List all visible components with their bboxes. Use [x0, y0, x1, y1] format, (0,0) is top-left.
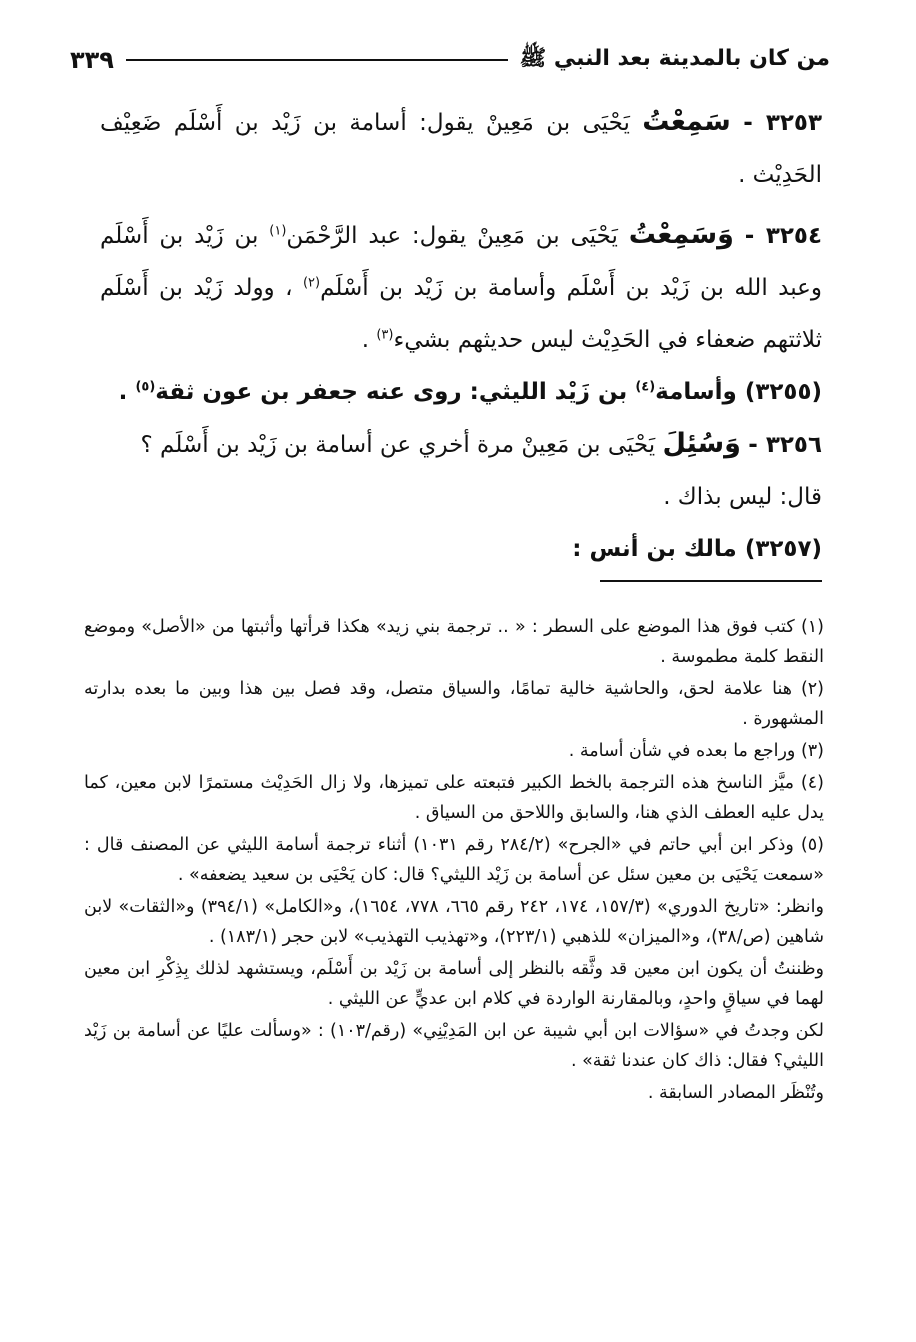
entry-text: وأسامة — [655, 379, 737, 405]
footnote-5-part: وتُنْظَر المصادر السابقة . — [647, 1083, 824, 1103]
entry-text: يَحْيَى بن مَعِينْ مرة أخري عن أسامة بن زَيْد بن أَسْلَم ؟ — [140, 432, 656, 458]
entry-text: . — [361, 327, 370, 353]
entry-number: ٣٢٥٦ - — [748, 432, 822, 458]
entry-3256-answer: قال: ليس بذاك . — [663, 484, 822, 510]
footnote-number: (٣) — [800, 741, 824, 761]
entry-lead: وَسَمِعْتُ — [628, 219, 734, 250]
entry-text: بن زَيْد الليثي: روى عنه جعفر بن عون ثقة — [155, 379, 628, 405]
footnote-number: (٤) — [800, 773, 824, 793]
footnote-text: ميَّز الناسخ هذه الترجمة بالخط الكبير فتبعته على تميزها، ولا زال الحَدِيْث مستمرًا لابن معين، كما يدل عليه العطف الذي هنا، والسابق واللاحق من السياق . — [84, 773, 824, 823]
footnote-4 — [84, 768, 824, 828]
footnotes — [84, 612, 824, 1110]
entry-text: بن زَيْد بن أَسْلَم وعبد الله بن زَيْد بن أَسْلَم وأسامة بن زَيْد بن أَسْلَم — [100, 223, 822, 301]
footnote-text: وذكر ابن أبي حاتم في «الجرح» (٢٨٤/٢ رقم ١٠٣١) أثناء ترجمة أسامة الليثي عن المصنف قال : «سمعت يَحْيَى بن معين سئل عن أسامة بن زَيْد الليثي؟ قال: كان يَحْيَى بن سعيد يضعفه» . — [84, 835, 824, 885]
entry-3256 — [100, 418, 822, 471]
running-title: من كان بالمدينة بعد النبي ﷺ — [519, 46, 830, 71]
footnote-text: وراجع ما بعده في شأن أسامة . — [568, 741, 796, 761]
entry-text: يَحْيَى بن مَعِينْ يقول: عبد الرَّحْمَن — [286, 223, 618, 249]
entry-text: يَحْيَى بن مَعِينْ يقول: أسامة بن زَيْد بن أَسْلَم ضَعِيْف الحَدِيْث . — [100, 110, 822, 188]
entry-number: (٣٢٥٥) — [744, 379, 822, 405]
footnote-ref: (١) — [269, 223, 287, 239]
entry-text: مالك بن أنس : — [572, 536, 737, 562]
footnote-5-part: وظننتُ أن يكون ابن معين قد وثَّقه بالنظر إلى أسامة بن زَيْد بن أَسْلَم، ويستشهد لذلك بِذِكْرِ ابن معين لهما في سياقٍ واحدٍ، وبالمقارنة الواردة في كلام ابن عديٍّ عن الليثي . — [84, 959, 824, 1009]
entry-number: ٣٢٥٤ - — [744, 223, 823, 249]
entry-3257 — [100, 523, 822, 575]
entry-lead: سَمِعْتُ — [642, 106, 731, 137]
entry-text: ، وولد زَيْد بن أَسْلَم ثلاثتهم ضعفاء في الحَدِيْث ليس حديثهم بشيء — [100, 275, 822, 353]
footnote-text: كتب فوق هذا الموضع على السطر : « .. ترجمة بني زيد» هكذا قرأتها وأثبتها من «الأصل» وموضع النقط كلمة مطموسة . — [84, 617, 824, 667]
footnote-text: هنا علامة لحق، والحاشية خالية تمامًا، والسياق متصل، وقد فصل بين هذا وبين ما بعده بدارته المشهورة . — [84, 679, 824, 729]
footnote-5-part: وانظر: «تاريخ الدوري» (١٥٧/٣، ١٧٤، ٢٤٢ رقم ٦٦٥، ٧٧٨، ١٦٥٤)، و«الكامل» (٣٩٤/١) و«الثقات» لابن شاهين (ص/٣٨)، و«الميزان» للذهبي (٢٢٣/١)، و«تهذيب التهذيب» لابن حجر (١٨٣/١) . — [84, 897, 824, 947]
footnote-3 — [84, 736, 824, 766]
footnote-ref: (٢) — [302, 275, 321, 291]
entry-3253 — [100, 96, 822, 201]
page-header — [70, 40, 830, 80]
footnote-ref: (٤) — [635, 379, 656, 395]
footnote-5 — [84, 830, 824, 890]
entry-lead: وَسُئِلَ — [662, 428, 741, 459]
entry-number: (٣٢٥٧) — [744, 536, 822, 562]
entry-text: . — [118, 379, 128, 405]
footnote-separator — [600, 580, 822, 582]
entry-3254 — [100, 209, 822, 366]
header-rule — [126, 59, 508, 61]
entry-3255 — [100, 366, 822, 418]
footnote-1 — [84, 612, 824, 672]
footnote-number: (٢) — [800, 679, 824, 699]
footnote-number: (٥) — [800, 835, 824, 855]
footnote-ref: (٥) — [135, 379, 156, 395]
footnote-ref: (٣) — [376, 327, 394, 343]
footnote-number: (١) — [800, 617, 824, 637]
main-text — [100, 96, 822, 575]
footnote-2 — [84, 674, 824, 734]
page-number: ٣٣٩ — [70, 46, 114, 74]
entry-number: ٣٢٥٣ - — [743, 110, 823, 136]
footnote-5-part: لكن وجدتُ في «سؤالات ابن أبي شيبة عن ابن المَدِيْنِي» (رقم/١٠٣) : «وسألت عليًا عن أسامة بن زَيْد الليثي؟ فقال: ذاك كان عندنا ثقة» . — [84, 1021, 824, 1071]
